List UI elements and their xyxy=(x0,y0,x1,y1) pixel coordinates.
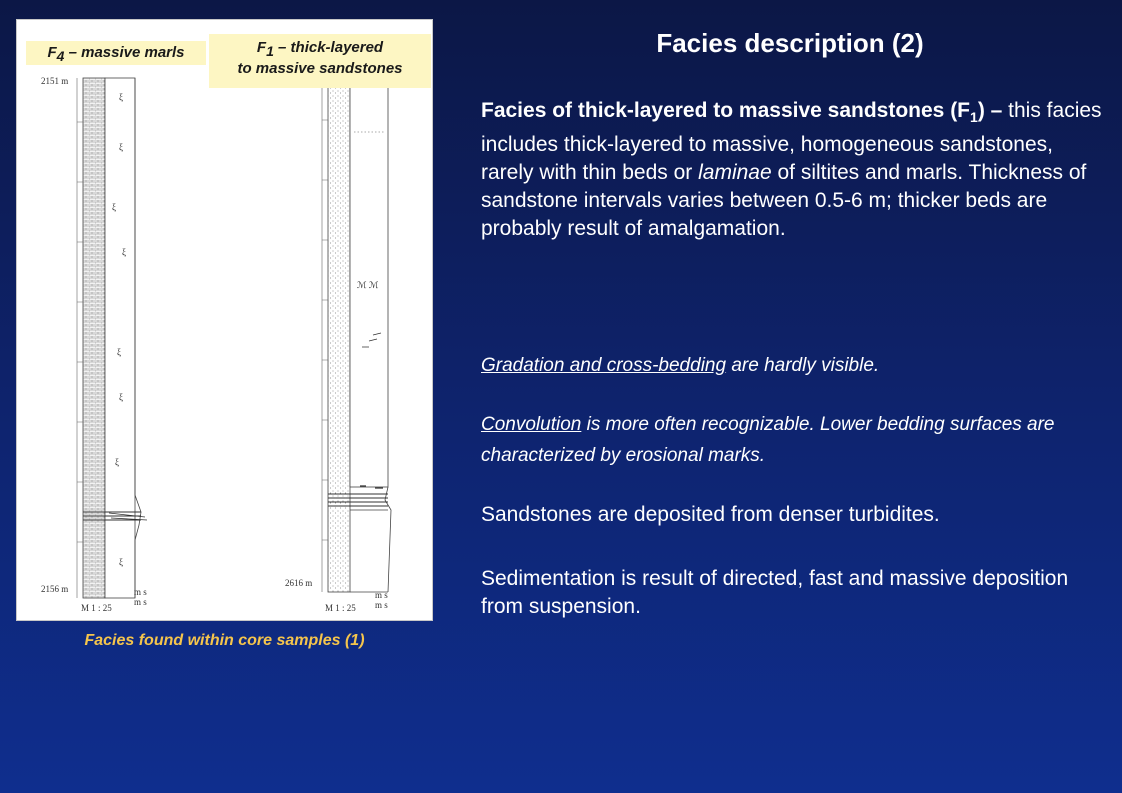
slide-title: Facies description (2) xyxy=(656,28,924,58)
svg-text:ℳ ℳ: ℳ ℳ xyxy=(357,280,379,290)
f4-label-text: – massive marls xyxy=(64,44,185,61)
gradation-note xyxy=(481,350,1101,381)
svg-text:m s: m s xyxy=(134,597,147,607)
svg-text:ξ: ξ xyxy=(119,392,124,402)
right-scale: M 1 : 25 xyxy=(325,603,356,613)
svg-text:m s: m s xyxy=(375,590,388,600)
para1-text-a: this facies includes thick-layered to massive, homogeneous sandstones, rarely with thin beds or xyxy=(481,99,1102,185)
turbidites-statement: Sandstones are deposited from denser turbidites. xyxy=(481,503,940,526)
facies-f1-label: $F_1$ – thick-layered to massive sandstones xyxy=(209,34,431,88)
svg-text:ξ: ξ xyxy=(112,202,117,212)
left-core-log xyxy=(41,76,147,613)
facies-f4-label: $F_4$ – massive marls xyxy=(26,41,206,65)
svg-text:ξ: ξ xyxy=(115,457,120,467)
para1-subscript: 1 xyxy=(970,109,978,126)
figure-caption: Facies found within core samples (1) xyxy=(84,632,365,649)
sedimentation-statement: Sedimentation is result of directed, fast and massive deposition from suspension. xyxy=(481,567,1069,618)
svg-text:ξ: ξ xyxy=(117,347,122,357)
left-bottom-depth: 2156 m xyxy=(41,584,69,594)
core-log-drawing xyxy=(17,20,434,622)
svg-text:ξ: ξ xyxy=(119,92,124,102)
convolution-rest: is more often recognizable. Lower bedding surfaces are characterized by erosional marks. xyxy=(481,414,1055,466)
core-log-panel xyxy=(16,19,433,621)
svg-text:ξ: ξ xyxy=(122,247,127,257)
left-top-depth: 2151 m xyxy=(41,76,69,86)
f4-subscript: 4 xyxy=(56,48,65,64)
para1-bold-a: Facies of thick-layered to massive sandstones (F xyxy=(481,99,971,122)
right-core-log xyxy=(285,82,391,613)
f1-label-line2: to massive sandstones xyxy=(237,60,403,77)
convolution-note xyxy=(481,409,1101,471)
svg-text:ξ: ξ xyxy=(119,557,124,567)
facies-f1-description xyxy=(481,97,1106,243)
f1-label-line1: – thick-layered xyxy=(273,39,384,56)
left-scale: M 1 : 25 xyxy=(81,603,112,613)
para1-bold-b: ) – xyxy=(977,99,1003,122)
right-bottom-depth: 2616 m xyxy=(285,578,313,588)
svg-text:m s: m s xyxy=(134,587,147,597)
f1-subscript: 1 xyxy=(266,43,274,59)
para1-italic: laminae xyxy=(698,161,772,185)
svg-text:ξ: ξ xyxy=(119,142,124,152)
para1-text-b: of siltites and marls. Thickness of sandstone intervals varies between 0.5-6 m; thicker beds are probably result of amalgamation. xyxy=(481,161,1087,241)
gradation-term: Gradation and cross-bedding xyxy=(481,355,727,376)
svg-text:m s: m s xyxy=(375,600,388,610)
convolution-term: Convolution xyxy=(481,414,582,435)
gradation-rest: are hardly visible. xyxy=(726,355,880,376)
